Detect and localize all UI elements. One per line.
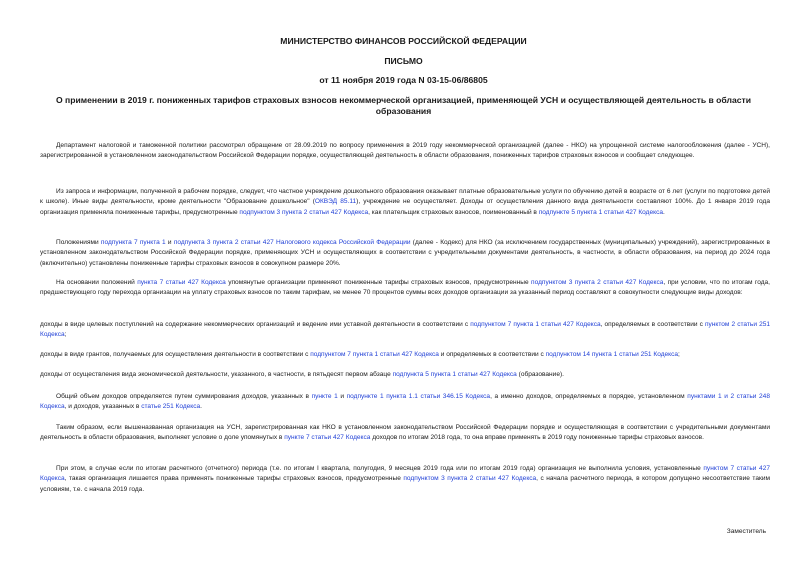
- link-subparagraph[interactable]: подпунктом 7 пункта 1 статьи 427 Кодекса: [470, 321, 601, 328]
- text: , а именно доходов, определяемых в порядке, установленном: [490, 393, 688, 400]
- link-subparagraph[interactable]: подпункте 1 пункта 1.1 статьи 346.15 Кодекса: [346, 393, 491, 400]
- link-paragraph[interactable]: пунктом 7 статьи 427 Кодекса: [40, 465, 770, 483]
- text: Из запроса и информации, полученной в рабочем порядке, следует, что частное учреждение дошкольного образования оказывает платные образовательные услуги по обучению детей в возрасте от 6 лет (услуги по подготовке детей к школе). Иные виды деятельности, кроме деятельности "Образование дошкольное" (: [40, 188, 770, 206]
- signature-title: Заместитель: [726, 528, 766, 535]
- text: доходы в виде целевых поступлений на содержание некоммерческих организаций и ведение ими уставной деятельности в соответствии с: [40, 321, 471, 328]
- text: ;: [64, 331, 67, 339]
- ministry-title: МИНИСТЕРСТВО ФИНАНСОВ РОССИЙСКОЙ ФЕДЕРАЦИИ: [280, 36, 527, 46]
- text: , и доходов, указанных в: [64, 403, 142, 411]
- paragraph-facts: [40, 187, 770, 218]
- text: Общий объем доходов определяется путем суммирования доходов, указанных в: [56, 393, 312, 400]
- link-paragraphs[interactable]: пунктами 1 и 2 статьи 248 Кодекса: [40, 393, 770, 411]
- text: и: [337, 393, 347, 400]
- link-okved[interactable]: ОКВЭД 85.11: [314, 198, 357, 206]
- link-subparagraph[interactable]: подпункта 7 пункта 1: [100, 239, 166, 246]
- text: доходов по итогам 2018 года, то она вправе применять в 2019 году пониженные тарифы страховых взносов.: [370, 434, 704, 442]
- paragraph-provisions: [40, 238, 770, 269]
- text: , с начала расчетного периода, в котором допущено несоответствие таким условиям, т.е. с начала 2019 года.: [40, 475, 770, 493]
- paragraph-loss-of-right: [40, 464, 770, 495]
- link-subparagraph[interactable]: подпунктом 3 пункта 2 статьи 427 Кодекса: [239, 208, 369, 216]
- link-subparagraph[interactable]: подпунктом 14 пункта 1 статьи 251 Кодекса: [545, 351, 679, 358]
- paragraph-intro: Департамент налоговой и таможенной политики рассмотрел обращение от 28.09.2019 по вопросу применения в 2019 году некоммерческой организацией (далее - НКО) на упрощенной системе налогообложения (далее - УСН), зарегистрированной в установленном законодательством Российской Федерации порядке, осуществляющей деятельность в области образования, пониженных тарифов страховых взносов и сообщает следующее.: [40, 142, 770, 160]
- text: .: [662, 208, 665, 216]
- text: Положениями: [56, 239, 101, 246]
- text: ;: [678, 351, 680, 358]
- link-subparagraph[interactable]: подпункта 5 пункта 1 статьи 427 Кодекса: [392, 371, 517, 378]
- text: (образование).: [516, 371, 564, 378]
- link-subparagraph[interactable]: подпунктом 7 пункта 1 статьи 427 Кодекса: [310, 351, 439, 358]
- paragraph-income-targeted: [40, 320, 770, 341]
- link-paragraph[interactable]: пункте 7 статьи 427 Кодекса: [284, 434, 371, 442]
- paragraph-conditions: [40, 278, 770, 299]
- link-subparagraph[interactable]: подпункте 5 пункта 1 статьи 427 Кодекса: [538, 208, 663, 216]
- link-paragraph[interactable]: пункте 1: [311, 393, 338, 400]
- text: , такая организация лишается права применять пониженные тарифы страховых взносов, предусмотренные: [64, 475, 404, 483]
- paragraph-income-grants: [40, 350, 770, 360]
- link-paragraph[interactable]: пункта 7 статьи 427 Кодекса: [137, 279, 226, 286]
- link-subparagraph[interactable]: подпунктом 3 пункта 2 статьи 427 Кодекса: [403, 475, 537, 483]
- text: доходы в виде грантов, получаемых для осуществления деятельности в соответствии с: [40, 351, 311, 358]
- text: .: [200, 403, 202, 411]
- text: Таким образом, если вышеназванная организация на УСН, зарегистрированная как НКО в установленном законодательством Российской Федерации порядке и осуществляющая в соответствии с учредительными документами деятельность в области образования, выполняет условие о доле упомянутых в: [40, 424, 770, 442]
- text: доходы от осуществления вида экономической деятельности, указанного, в частности, в пятьдесят первом абзаце: [40, 371, 393, 378]
- text: и: [165, 239, 174, 246]
- text: , при условии, что по итогам года, предшествующего году перехода организации на уплату страховых взносов по таким тарифам, не менее 70 процентов суммы всех доходов организации за указанный период составляют в совокупности следующие виды доходов:: [40, 279, 770, 297]
- document-date-number: от 11 ноября 2019 года N 03-15-06/86805: [319, 75, 488, 85]
- paragraph-total-income: [40, 392, 770, 413]
- text: , определяемых в соответствии с: [600, 321, 705, 328]
- link-article[interactable]: статье 251 Кодекса: [141, 403, 201, 411]
- paragraph-conclusion: [40, 423, 770, 444]
- document-subject: О применении в 2019 г. пониженных тарифов страховых взносов некоммерческой организацией, применяющей УСН и осуществляющей деятельность в области образования: [55, 95, 752, 116]
- link-tax-code[interactable]: подпункта 3 пункта 2 статьи 427 Налогового кодекса Российской Федерации: [173, 239, 411, 246]
- link-subparagraph[interactable]: подпунктом 3 пункта 2 статьи 427 Кодекса: [531, 279, 664, 286]
- text: , как плательщик страховых взносов, поименованный в: [368, 208, 539, 216]
- link-paragraph[interactable]: пунктом 2 статьи 251 Кодекса: [40, 321, 770, 339]
- paragraph-income-activity: [40, 370, 770, 380]
- text: ), учреждение не осуществляет. Доходы от осуществления данного вида деятельности составляют 100%. До 1 января 2019 года организация применяла пониженные тарифы, предусмотренные: [40, 198, 770, 216]
- text: упомянутые организации применяют пониженные тарифы страховых взносов, предусмотренные: [225, 279, 532, 286]
- text: (далее - Кодекс) для НКО (за исключением государственных (муниципальных) учреждений), зарегистрированных в установленном законодательством Российской Федерации порядке, применяющих УСН и осуществляющих в соответствии с учредительными документами деятельность, в частности, в области образования, на период до 2024 года (включительно) установлены пониженные тарифы страховых взносов в совокупном размере 20%.: [40, 239, 770, 267]
- text: При этом, в случае если по итогам расчетного (отчетного) периода (т.е. по итогам I квартала, полугодия, 9 месяцев 2019 года или по итогам 2019 года) организация не выполнила условия, установленные: [56, 465, 704, 472]
- document-type: ПИСЬМО: [384, 56, 423, 66]
- text: На основании положений: [56, 279, 138, 286]
- text: и определяемых в соответствии с: [438, 351, 546, 358]
